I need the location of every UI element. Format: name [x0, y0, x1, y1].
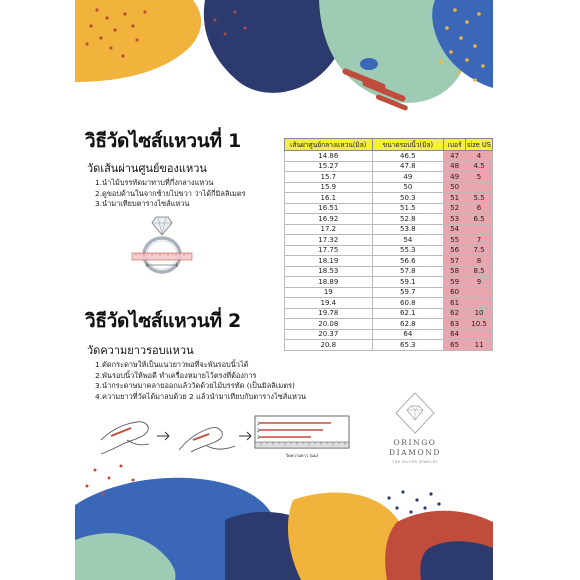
cell-us-size: 6.5 — [466, 214, 493, 225]
cell-us-size: 8.5 — [466, 266, 493, 277]
hand-wrap-icon — [101, 422, 149, 454]
table-row — [285, 256, 493, 267]
cell-thai-size: 51 — [444, 193, 466, 204]
brand-logo — [383, 392, 447, 464]
table-row — [285, 214, 493, 225]
cell-us-size: 4 — [466, 151, 493, 162]
cell-diameter: 17.75 — [285, 245, 373, 256]
table-row — [285, 182, 493, 193]
cell-diameter: 14.86 — [285, 151, 373, 162]
cell-circumference: 53.8 — [372, 224, 444, 235]
method-1-steps — [95, 178, 246, 210]
table-row — [285, 340, 493, 351]
cell-diameter: 15.9 — [285, 182, 373, 193]
cell-us-size: 11 — [466, 340, 493, 351]
method-1-step: 1.นำไม้บรรทัดมาทาบที่กึ่งกลางแหวน — [95, 178, 214, 187]
cell-us-size: 4.5 — [466, 161, 493, 172]
cell-thai-size: 57 — [444, 256, 466, 267]
cell-thai-size: 61 — [444, 298, 466, 309]
cell-circumference: 46.5 — [372, 151, 444, 162]
cell-thai-size: 59 — [444, 277, 466, 288]
method-1-step: 2.ดูขอบด้านในจากซ้ายไปขวา ว่าได้กี่มิลลิเมตร — [95, 188, 246, 198]
cell-diameter: 18.89 — [285, 277, 373, 288]
strip-ruler-icon — [255, 416, 349, 448]
ruler-caption: วัดความยาว (มม) — [285, 453, 319, 458]
cell-circumference: 65.3 — [372, 340, 444, 351]
cell-us-size: 10 — [466, 308, 493, 319]
diamond-logo-icon — [395, 392, 435, 434]
cell-us-size: 5 — [466, 172, 493, 183]
cell-thai-size: 62 — [444, 308, 466, 319]
cell-us-size: 10.5 — [466, 319, 493, 330]
column-header-diameter: เส้นผ่าศูนย์กลางแหวน(มิล) — [285, 139, 373, 151]
table-row — [285, 151, 493, 162]
cell-us-size — [466, 287, 493, 298]
cell-us-size — [466, 298, 493, 309]
cell-thai-size: 48 — [444, 161, 466, 172]
cell-thai-size: 60 — [444, 287, 466, 298]
finger-measure-illustration — [97, 410, 357, 460]
method-2-subtitle: วัดความยาวรอบแหวน — [87, 344, 194, 357]
cell-circumference: 54 — [372, 235, 444, 246]
cell-diameter: 17.32 — [285, 235, 373, 246]
cell-diameter: 20.8 — [285, 340, 373, 351]
cell-diameter: 19.4 — [285, 298, 373, 309]
table-body — [285, 151, 493, 351]
arrow-right-icon — [239, 432, 251, 440]
cell-diameter: 16.1 — [285, 193, 373, 204]
table-row — [285, 277, 493, 288]
cell-circumference: 47.8 — [372, 161, 444, 172]
method-2-steps — [95, 360, 306, 402]
method-2-step: 3.นำกระดาษมาคลายออกแล้ววัดด้วยไม้บรรทัด (เป็นมิลลิเมตร) — [95, 381, 295, 390]
navy-blob-bottom-right — [420, 541, 493, 580]
cell-circumference: 57.8 — [372, 266, 444, 277]
brand-tagline: THE SILVER JEWELRY — [391, 460, 439, 464]
table-row — [285, 245, 493, 256]
ruler-icon — [132, 253, 192, 267]
cell-diameter: 16.51 — [285, 203, 373, 214]
svg-text:3: 3 — [257, 435, 260, 440]
table-row — [285, 298, 493, 309]
cell-circumference: 56.6 — [372, 256, 444, 267]
ring-size-table — [284, 138, 493, 351]
table-row — [285, 235, 493, 246]
column-header-us-size: size US — [467, 140, 491, 149]
cell-us-size: 8 — [466, 256, 493, 267]
table-row — [285, 161, 493, 172]
cell-us-size — [466, 182, 493, 193]
cell-circumference: 59.7 — [372, 287, 444, 298]
cell-circumference: 60.8 — [372, 298, 444, 309]
dots-bottom-right — [387, 490, 440, 513]
table-row — [285, 172, 493, 183]
cell-thai-size: 56 — [444, 245, 466, 256]
table-row — [285, 287, 493, 298]
method-1-step: 3.นำมาเทียบตารางไซส์แหวน — [95, 199, 190, 208]
cell-diameter: 20.37 — [285, 329, 373, 340]
method-2-step: 1.ตัดกระดาษให้เป็นแนวยาวพอที่จะพันรอบนิ้วได้ — [95, 360, 249, 369]
cell-circumference: 50.3 — [372, 193, 444, 204]
cell-thai-size: 47 — [444, 151, 466, 162]
cell-us-size — [466, 224, 493, 235]
cell-diameter: 17.2 — [285, 224, 373, 235]
cell-thai-size: 52 — [444, 203, 466, 214]
method-1-title: วิธีวัดไซส์แหวนที่ 1 — [85, 130, 241, 152]
cell-diameter: 15.27 — [285, 161, 373, 172]
cell-circumference: 59.1 — [372, 277, 444, 288]
cell-diameter: 18.19 — [285, 256, 373, 267]
cell-circumference: 55.3 — [372, 245, 444, 256]
table-header-row — [285, 139, 493, 151]
cell-diameter: 15.7 — [285, 172, 373, 183]
table-row — [285, 224, 493, 235]
cell-us-size: 6 — [466, 203, 493, 214]
cell-thai-size: 50 — [444, 182, 466, 193]
cell-diameter: 20.08 — [285, 319, 373, 330]
table-row — [285, 329, 493, 340]
ring-measure-illustration — [130, 213, 194, 281]
arrow-right-icon — [157, 432, 169, 440]
cell-us-size: 7.5 — [466, 245, 493, 256]
cell-thai-size: 58 — [444, 266, 466, 277]
cell-us-size — [466, 329, 493, 340]
method-2-step: 4.ความยาวที่วัดได้มาลบด้วย 2 แล้วนำมาเทียบกับตารางไซส์แหวน — [95, 391, 307, 401]
cell-circumference: 52.8 — [372, 214, 444, 225]
small-blue-blob — [360, 58, 378, 70]
cell-thai-size: 54 — [444, 224, 466, 235]
cell-us-size: 9 — [466, 277, 493, 288]
cell-circumference: 62.8 — [372, 319, 444, 330]
table-row — [285, 319, 493, 330]
cell-thai-size: 55 — [444, 235, 466, 246]
method-2-title: วิธีวัดไซส์แหวนที่ 2 — [85, 310, 241, 332]
table-row — [285, 266, 493, 277]
cell-circumference: 50 — [372, 182, 444, 193]
method-1-subtitle: วัดเส้นผ่านศูนย์ของแหวน — [87, 162, 207, 175]
cell-diameter: 19 — [285, 287, 373, 298]
svg-text:2: 2 — [257, 428, 260, 433]
brand-name-line2: DIAMOND — [389, 448, 441, 457]
svg-text:1: 1 — [257, 421, 260, 426]
cell-thai-size: 49 — [444, 172, 466, 183]
cell-diameter: 19.78 — [285, 308, 373, 319]
cell-diameter: 18.53 — [285, 266, 373, 277]
cell-circumference: 62.1 — [372, 308, 444, 319]
cell-circumference: 64 — [372, 329, 444, 340]
cell-thai-size: 65 — [444, 340, 466, 351]
column-header-circumference: ขนาดรอบนิ้ว(มิล) — [372, 139, 444, 151]
table-row — [285, 308, 493, 319]
diamond-ring-icon — [144, 217, 180, 272]
method-2-step: 2.พันรอบนิ้วให้พอดี ทำเครื่องหมายไว้ตรงที่ต้องการ — [95, 370, 257, 380]
brand-name-line1: ORINGO — [393, 438, 437, 447]
cell-diameter: 16.92 — [285, 214, 373, 225]
table-row — [285, 193, 493, 204]
size-guide-page — [75, 0, 493, 580]
cell-circumference: 49 — [372, 172, 444, 183]
column-header-thai-size: เบอร์ — [444, 139, 466, 151]
cell-us-size: 7 — [466, 235, 493, 246]
cell-circumference: 51.5 — [372, 203, 444, 214]
cell-us-size: 5.5 — [466, 193, 493, 204]
cell-thai-size: 64 — [444, 329, 466, 340]
cell-thai-size: 63 — [444, 319, 466, 330]
table-row — [285, 203, 493, 214]
finger-mark-icon — [179, 428, 235, 452]
cell-thai-size: 53 — [444, 214, 466, 225]
